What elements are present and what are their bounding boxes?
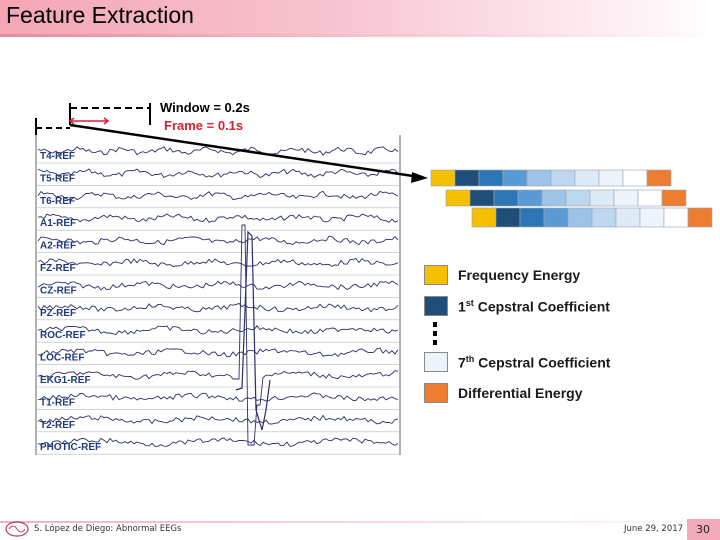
eeg-trace [38,415,398,424]
eeg-gridlines [36,163,400,454]
page-number-box [687,519,720,540]
slide-title: Feature Extraction [6,2,194,28]
channel-label: T1-REF [40,397,75,409]
channel-label: T5-REF [40,173,75,185]
ellipsis-dots [433,322,437,349]
channel-label: A1-REF [40,218,77,230]
feature-cell [494,190,518,206]
feature-cell [599,170,623,186]
legend-label-frequency-energy: Frequency Energy [458,267,581,283]
page-number: 30 [696,523,710,536]
channel-label: PHOTIC-REF [40,442,102,454]
channel-label: FZ-REF [40,263,76,274]
feature-cell [614,190,638,206]
feature-cell [566,190,590,206]
feature-cell [616,208,640,227]
feature-cell [446,190,470,206]
eeg-trace [38,169,398,178]
feature-cell [662,190,686,206]
channel-label: ROC-REF [40,330,86,342]
legend-label-1st-cepstral [458,298,610,315]
channel-label: PZ-REF [40,307,77,319]
feature-cell [542,190,566,206]
feature-cell [503,170,527,186]
channel-label: LOC-REF [40,352,85,364]
eeg-trace [38,259,398,267]
channel-label: CZ-REF [40,285,77,297]
legend-7th-text: Cepstral Coefficient [474,354,611,371]
feature-cell [590,190,614,206]
swatch-1st-cepstral [424,296,448,316]
eeg-trace [38,281,398,290]
feature-cell [472,208,496,227]
feature-cell [575,170,599,186]
feature-cell [664,208,688,227]
eeg-trace [38,348,398,357]
eeg-channel-labels [40,151,101,453]
swatch-7th-cepstral [424,352,448,372]
feature-cell [623,170,647,186]
feature-cell [455,170,479,186]
eeg-trace [38,225,398,445]
legend-1st-num: 1 [458,298,466,315]
feature-cell [551,170,575,186]
footer-divider [0,521,720,523]
feature-cell [527,170,551,186]
feature-cell [479,170,503,186]
feature-cell [431,170,455,186]
swatch-frequency-energy [424,265,448,285]
legend-1st-sup: st [465,298,474,308]
legend-1st-text: Cepstral Coefficient [473,298,610,315]
channel-label: EKG1-REF [40,375,91,386]
eeg-trace [38,214,398,222]
feature-cell [592,208,616,227]
feature-cell [640,208,664,227]
eeg-trace [38,326,398,335]
footer-author: S. López de Diego: Abnormal EEGs [34,524,182,534]
feature-cell [518,190,542,206]
legend-label-differential-energy: Differential Energy [458,385,583,401]
feature-cell [470,190,494,206]
window-label: Window = 0.2s [160,100,250,115]
feature-cell [520,208,544,227]
feature-cell [688,208,712,227]
feature-cell [496,208,520,227]
eeg-trace [38,393,398,401]
swatch-differential-energy [424,383,448,403]
channel-label: T4-REF [40,151,75,162]
logo-icon [4,519,30,539]
feature-cell [568,208,592,227]
eeg-trace [38,191,398,200]
eeg-trace [38,303,398,311]
feature-vector-stack [431,170,712,227]
eeg-trace [38,236,398,245]
legend-label-7th-cepstral [458,354,610,371]
legend-7th-num: 7 [458,354,466,371]
channel-label: T2-REF [40,419,75,431]
feature-cell [647,170,671,186]
eeg-traces [38,147,398,447]
footer-date: June 29, 2017 [624,524,684,534]
legend-7th-sup: th [465,354,475,364]
channel-label: T6-REF [40,195,75,207]
feature-cell [544,208,568,227]
frame-label: Frame = 0.1s [164,118,244,133]
feature-cell [638,190,662,206]
channel-label: A2-REF [40,240,77,252]
